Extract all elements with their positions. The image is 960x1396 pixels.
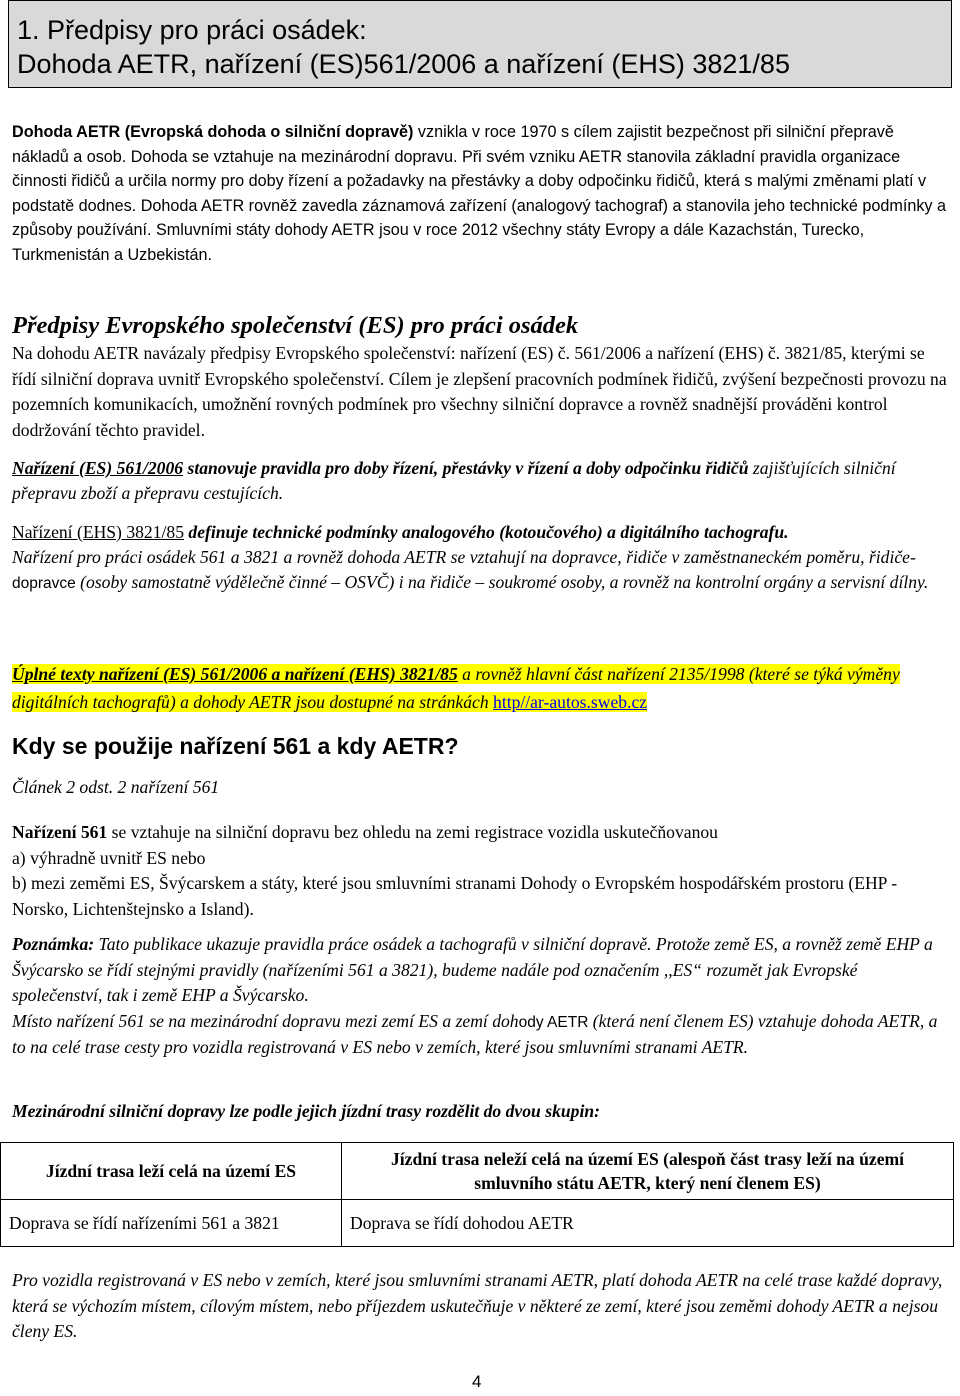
groups-header-left: Jízdní trasa leží celá na území ES	[1, 1143, 342, 1200]
groups-intro: Mezinárodní silniční dopravy lze podle jejich jízdní trasy rozdělit do dvou skupin:	[12, 1101, 600, 1121]
note-text2b: ody AETR	[518, 1013, 589, 1031]
closing-paragraph: Pro vozidla registrovaná v ES nebo v zemích, které jsou smluvními stranami AETR, platí dohoda AETR na celé trase každé dopravy, která se výchozím místem, cílovým místem, nebo příjezdem uskutečňuje v některé ze zemí, které jsou zeměmi dohody AETR a nejsou členy ES.	[12, 1270, 943, 1341]
groups-data-row	[1, 1200, 954, 1247]
page-number: 4	[472, 1372, 482, 1391]
note-text2c: (která není členem ES) vztahuje dohoda AETR, a to na celé trase cesty pro vozidla registrovaná v ES nebo v zemích, které jsou smluvními stranami AETR.	[12, 1010, 938, 1057]
note-text1: Tato publikace ukazuje pravidla práce osádek a tachografů v silniční dopravě. Protože země ES, a rovněž země EHP a Švýcarsko se řídí stejnými pravidly (nařízeními 561 a 3821), budeme nadále pod označením ,,ES“ rozumět jak Evropské společenství, tak i země EHP a Švýcarsko.	[12, 934, 933, 1005]
reg3821-paragraph	[12, 520, 948, 596]
note-paragraph	[12, 932, 948, 1061]
reg3821-text-bold: definuje technické podmínky analogového (kotoučového) a digitálního tachografu.	[184, 522, 789, 542]
groups-table	[0, 1142, 954, 1247]
groups-cell-right: Doprava se řídí dohodou AETR	[342, 1200, 954, 1247]
article-reference: Článek 2 odst. 2 nařízení 561	[12, 777, 220, 797]
scope-text-c: (osoby samostatně výdělečně činné – OSVČ) i na řidiče – soukromé osoby, a rovněž na kontrolní orgány a servisní dílny.	[75, 572, 929, 592]
intro-paragraph	[12, 120, 948, 267]
reg561-reference: Nařízení (ES) 561/2006	[12, 458, 184, 478]
intro-bold-lead: Dohoda AETR (Evropská dohoda o silniční dopravě)	[12, 123, 414, 141]
when-heading: Kdy se použije nařízení 561 a kdy AETR?	[12, 733, 459, 759]
chapter-title-box	[8, 0, 952, 88]
es-section-heading: Předpisy Evropského společenství (ES) pro práci osádek	[12, 312, 579, 339]
groups-cell-left: Doprava se řídí nařízeními 561 a 3821	[1, 1200, 342, 1247]
groups-header-row	[1, 1143, 954, 1200]
rule-paragraph	[12, 820, 948, 922]
fulltexts-text: a rovněž hlavní část nařízení 2135/1998 (které se týká výměny digitálních tachografů) a dohody AETR jsou dostupné na stránkách	[12, 664, 900, 712]
reg561-text-bold: stanovuje pravidla pro doby řízení, přestávky v řízení a doby odpočinku řidičů	[183, 458, 749, 478]
rule-item-b: b) mezi zeměmi ES, Švýcarskem a státy, které jsou smluvními stranami Dohody o Evropském hospodářském prostoru (EHP - Norsko, Lichtenštejnsko a Island).	[12, 873, 898, 919]
chapter-title-line1: 1. Předpisy pro práci osádek:	[17, 15, 367, 45]
rule-text: se vztahuje na silniční dopravu bez ohledu na zemi registrace vozidla uskutečňovanou	[107, 822, 718, 842]
reg561-paragraph	[12, 456, 948, 506]
note-text2a: Místo nařízení 561 se na mezinárodní dopravu mezi zemí ES a zemí doh	[12, 1010, 519, 1031]
groups-header-right: Jízdní trasa neleží celá na území ES (alespoň část trasy leží na území smluvního státu AETR, který není členem ES)	[342, 1143, 954, 1200]
es-section-paragraph: Na dohodu AETR navázaly předpisy Evropského společenství: nařízení (ES) č. 561/2006 a nařízení (EHS) č. 3821/85, kterými se řídí silniční doprava uvnitř Evropského společenství. Cílem je zlepšení pracovních podmínek řidičů, zvýšení bezpečnosti provozu na pozemních komunikacích, umožnění rovných podmínek pro všechny silniční dopravce a rovněž snadnější prováděni kontrol dodržování těchto pravidel.	[12, 343, 947, 440]
reg561-text-rest: zajišťujících silniční přepravu zboží a přepravu cestujících.	[12, 458, 896, 503]
note-label: Poznámka:	[12, 934, 95, 954]
rule-item-a: a) výhradně uvnitř ES nebo	[12, 847, 206, 868]
fulltexts-paragraph	[12, 660, 948, 716]
rule-bold: Nařízení 561	[12, 822, 108, 842]
chapter-title-line2: Dohoda AETR, nařízení (ES)561/2006 a nařízení (EHS) 3821/85	[17, 49, 790, 79]
fulltexts-link[interactable]: http//ar-autos.sweb.cz	[493, 692, 648, 712]
scope-text-b: dopravce	[12, 575, 76, 592]
scope-text-a: Nařízení pro práci osádek 561 a 3821 a rovněž dohoda AETR se vztahují na dopravce, řidiče v zaměstnaneckém poměru, řidiče-	[12, 547, 916, 567]
intro-text: vznikla v roce 1970 s cílem zajistit bezpečnost při silniční přepravě nákladů a osob. Dohoda se vztahuje na mezinárodní dopravu. Při svém vzniku AETR stanovila základní pravidla organizace činnosti řidičů a určila normy pro doby řízení a požadavky na přestávky a doby odpočinku řidičů, která s malými změnami platí v podstatě dodnes. Dohoda AETR rovněž zavedla záznamová zařízení (analogový tachograf) a stanovila jeho technické podmínky a způsoby používání. Smluvními státy dohody AETR jsou v roce 2012 všechny státy Evropy a dále Kazachstán, Turecko, Turkmenistán a Uzbekistán.	[12, 123, 947, 264]
reg3821-reference: Nařízení (EHS) 3821/85	[12, 522, 184, 542]
fulltexts-bold: Úplné texty nařízení (ES) 561/2006 a nařízení (EHS) 3821/85	[12, 664, 458, 684]
